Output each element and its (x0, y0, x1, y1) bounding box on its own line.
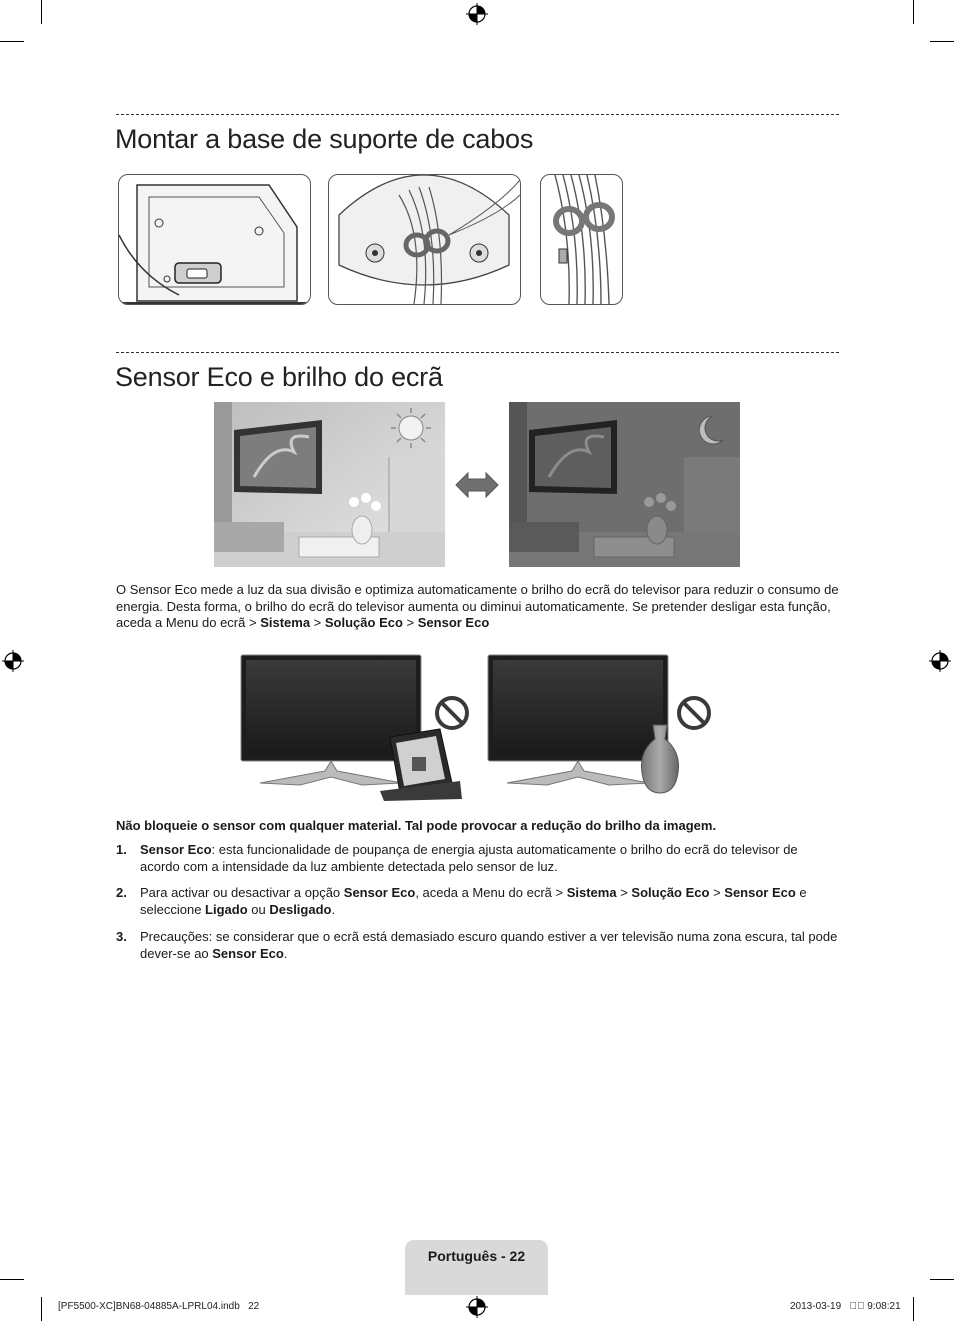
registration-mark-icon (929, 650, 951, 672)
list-text: . (283, 945, 288, 961)
list-text: > (616, 885, 632, 900)
list-text: e seleccione (140, 885, 807, 917)
menu-path-separator: > (310, 615, 325, 630)
registration-mark-icon (466, 1296, 488, 1318)
registration-mark-icon (2, 650, 24, 672)
crop-mark (930, 41, 954, 42)
tv-blocked-by-vase-illustration (487, 653, 719, 803)
list-text: Precauções: se considerar que o ecrã está demasiado escuro quando estiver a ver televisão numa zona escura, tal pode dever-se ao (140, 929, 838, 961)
file-name: [PF5500-XC]BN68-04885A-LPRL04.indb 22 (58, 1301, 260, 1312)
cable-holder-illustration-3 (540, 174, 623, 305)
warning-text: Não bloqueie o sensor com qualquer material. Tal pode provocar a redução do brilho da imagem. (116, 818, 717, 833)
bold-term: Sistema (566, 885, 617, 900)
section-title-cable-holder: Montar a base de suporte de cabos (115, 124, 534, 154)
list-text: . (331, 901, 336, 917)
cable-holder-illustration-1 (118, 174, 311, 305)
bold-term: Sensor Eco (343, 885, 416, 900)
cable-holder-illustration-2 (328, 174, 521, 305)
registration-mark-icon (466, 3, 488, 25)
list-number: 2. (116, 885, 127, 900)
menu-path-item: Sistema (260, 615, 311, 630)
crop-mark (0, 1279, 24, 1280)
bold-term: Sensor Eco (212, 945, 284, 961)
menu-path-item: Sensor Eco (417, 615, 490, 630)
section-divider (116, 114, 839, 115)
page-number: Português - 22 (427, 1248, 526, 1264)
description-text: O Sensor Eco mede a luz da sua divisão e optimiza automaticamente o brilho do ecrã do televisor para reduzir o consumo de energia. Desta forma, o brilho do ecrã do televisor aumenta ou diminui automaticamente. Se pretender desligar esta função, aceda a Menu do ecrã > (116, 582, 839, 630)
eco-sensor-description (116, 582, 840, 632)
menu-path-separator: > (402, 615, 418, 630)
list-text: > (709, 885, 725, 900)
tv-blocked-by-photo-frame-illustration (240, 653, 472, 803)
list-text: , aceda a Menu do ecrã > (415, 885, 567, 900)
crop-mark (913, 0, 914, 24)
bold-term: Desligado (269, 901, 332, 917)
section-title-eco-sensor: Sensor Eco e brilho do ecrã (115, 362, 443, 392)
bold-term: Sensor Eco (724, 885, 796, 900)
section-divider (116, 352, 839, 353)
list-text: ou (247, 901, 270, 917)
list-number: 1. (116, 842, 127, 857)
bold-term: Ligado (205, 901, 248, 917)
bold-term: Sensor Eco (140, 842, 212, 857)
crop-mark (41, 1297, 42, 1321)
list-number: 3. (116, 929, 127, 944)
crop-mark (0, 41, 24, 42)
timestamp: 2013-03-19 ￿￿ 9:08:21 (790, 1301, 901, 1312)
bright-room-illustration (214, 402, 445, 567)
list-text: Para activar ou desactivar a opção (140, 885, 344, 900)
crop-mark (913, 1297, 914, 1321)
double-arrow-icon (454, 470, 500, 500)
menu-path-item: Solução Eco (324, 615, 403, 630)
bold-term: Solução Eco (631, 885, 710, 900)
list-text: : esta funcionalidade de poupança de energia ajusta automaticamente o brilho do ecrã do televisor de acordo com a intensidade da luz ambiente detectada pelo sensor de luz. (140, 842, 798, 874)
crop-mark (41, 0, 42, 24)
dark-room-illustration (509, 402, 740, 567)
crop-mark (930, 1279, 954, 1280)
